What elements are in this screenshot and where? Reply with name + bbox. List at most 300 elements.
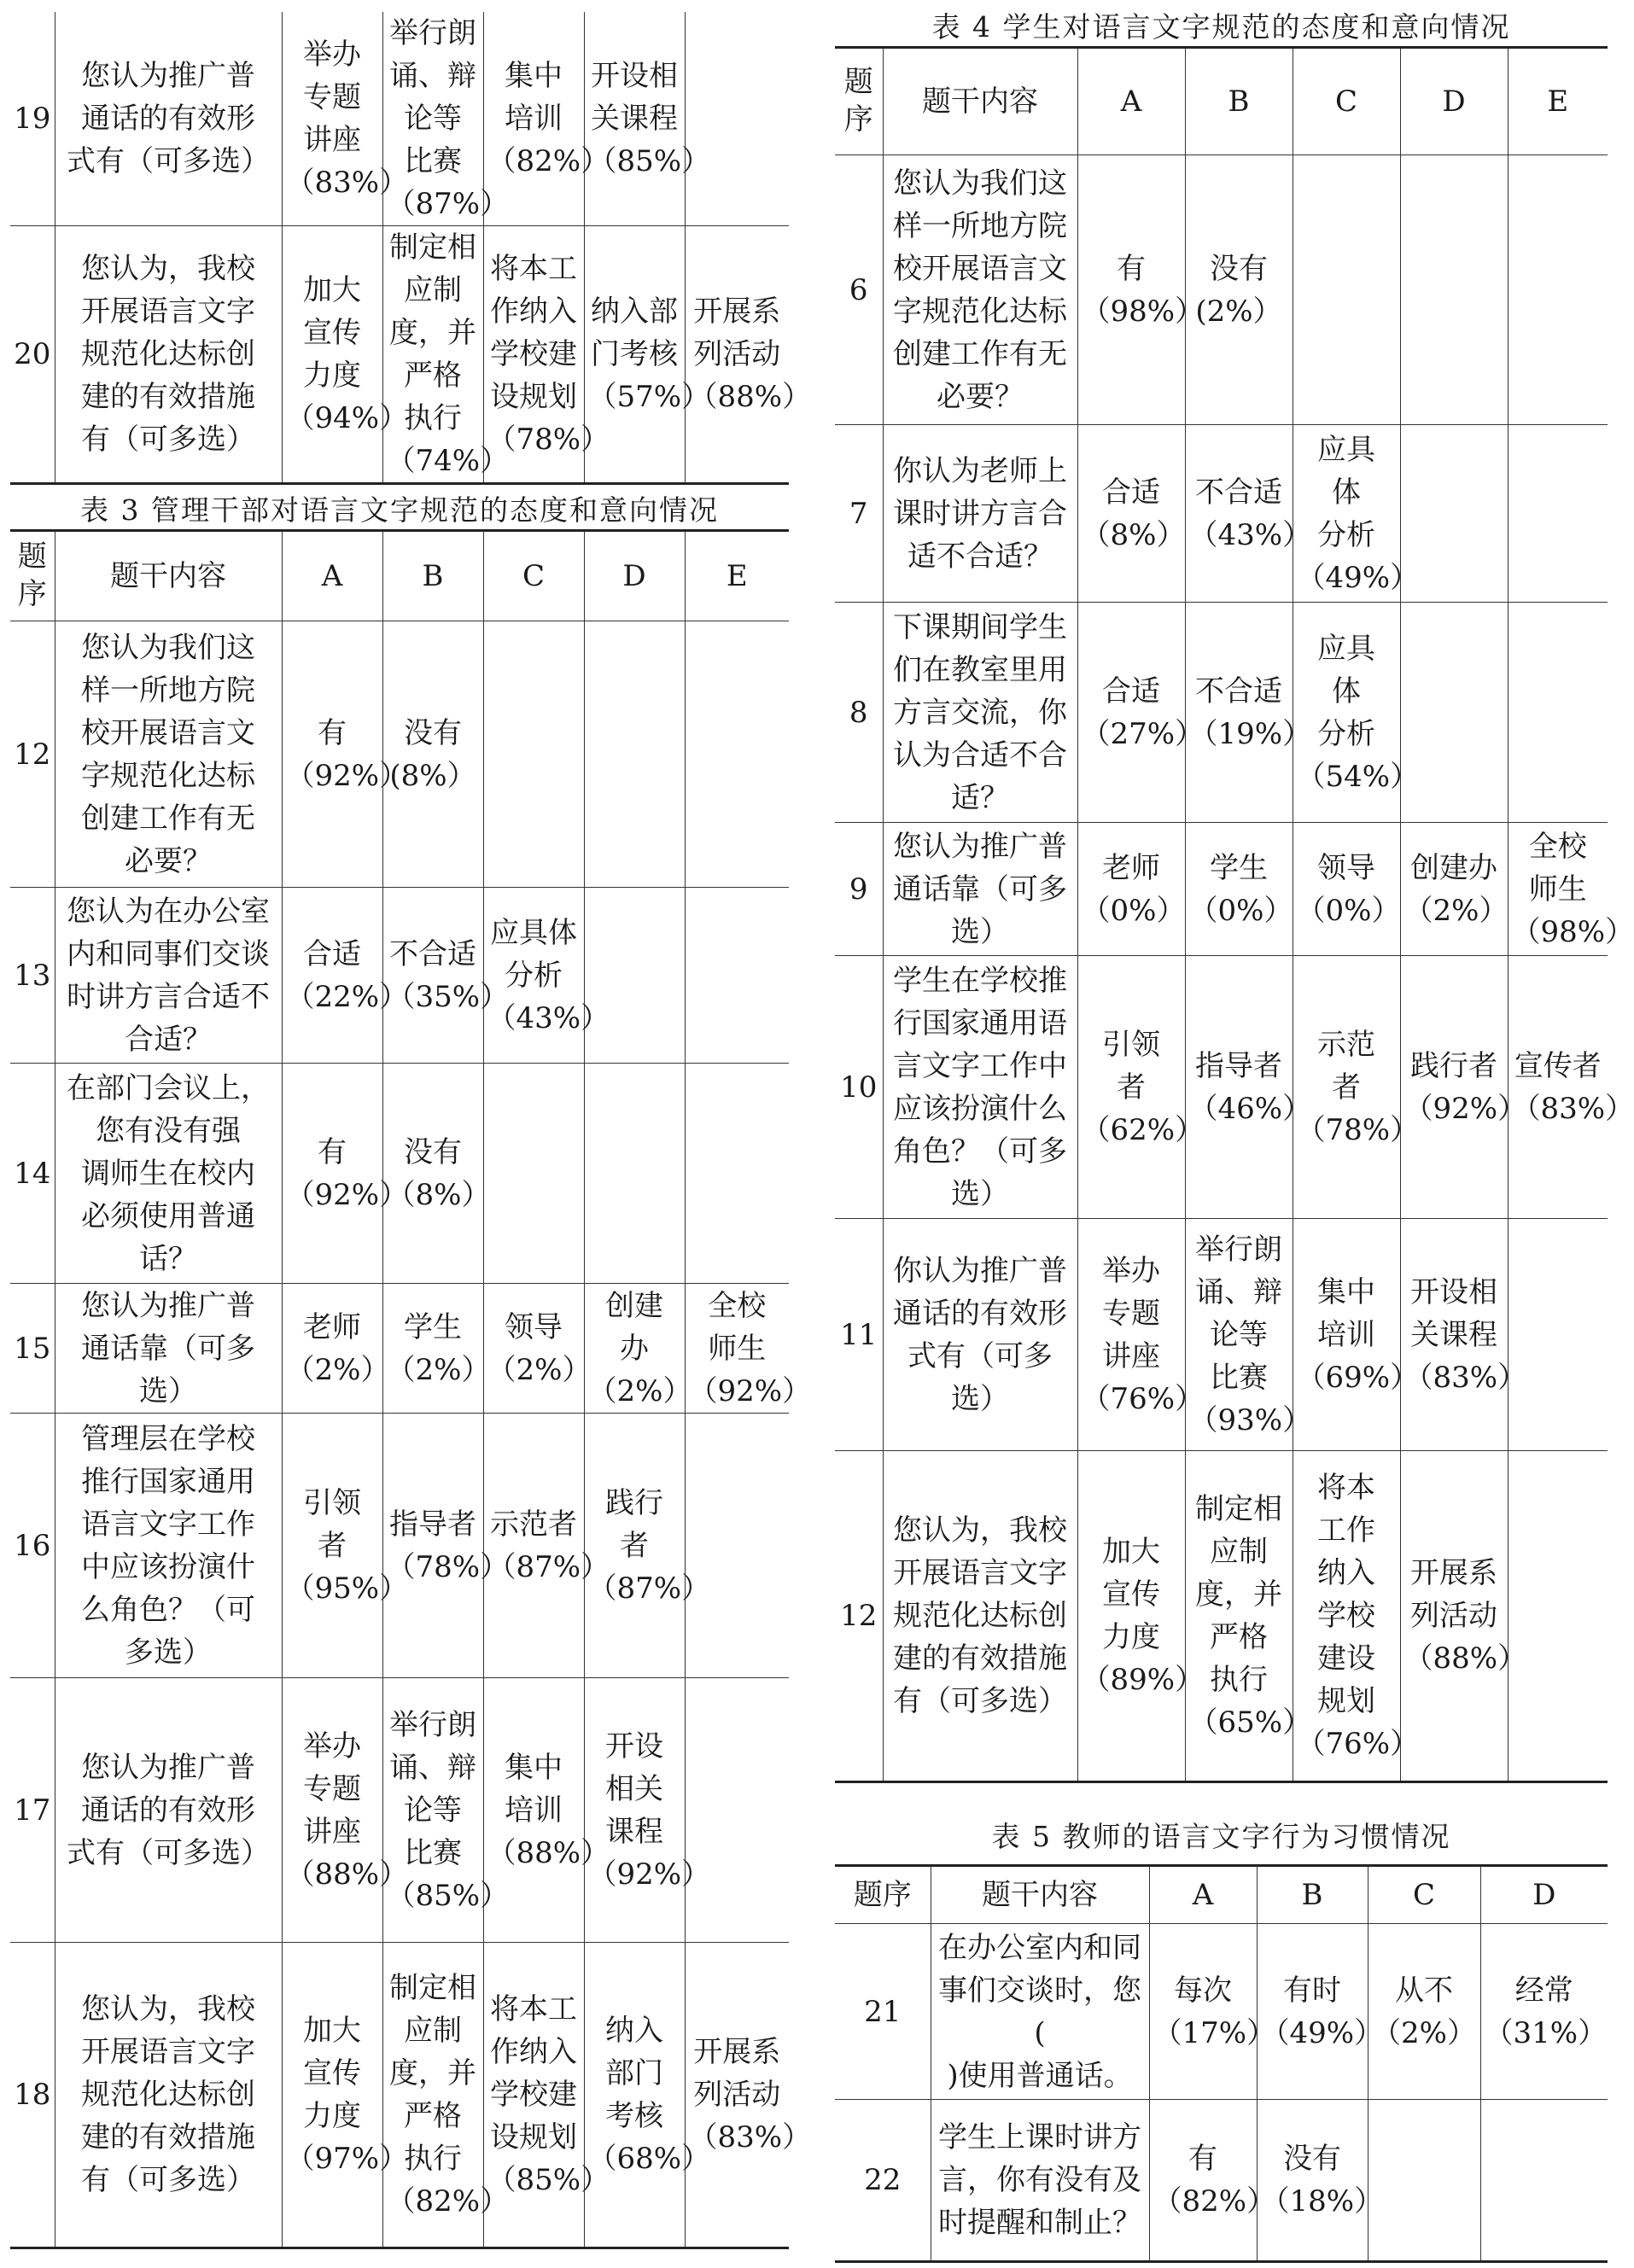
option-b xyxy=(382,1414,510,1678)
table5-header-c: C xyxy=(1368,1866,1480,1924)
option-d xyxy=(1480,1924,1608,2100)
option-b-line: 举行朗 xyxy=(389,16,476,50)
option-d-line: （92%） xyxy=(1403,1091,1527,1126)
option-a-line: （94%） xyxy=(285,401,409,435)
question-stem-line: 您有没有强 xyxy=(96,1113,241,1148)
option-b-line: 度，并 xyxy=(1195,1577,1282,1612)
option-a-line: （82%） xyxy=(1153,2184,1276,2218)
option-b-line: （19%） xyxy=(1188,716,1312,751)
option-b-line: （46%） xyxy=(1188,1091,1312,1126)
row-number: 12 xyxy=(840,1599,878,1633)
option-d-line: 纳入 xyxy=(605,2014,663,2048)
option-a-line: 力度 xyxy=(303,359,361,393)
option-a-line: （27%） xyxy=(1081,716,1205,751)
table3-header-b: B xyxy=(382,531,483,621)
option-e-line: 师生 xyxy=(1528,872,1587,907)
question-stem-line: 行国家通用语 xyxy=(893,1006,1067,1041)
option-a xyxy=(1077,823,1185,956)
option-d-line: 践行者 xyxy=(1410,1048,1497,1083)
question-stem-line: 多选） xyxy=(125,1635,212,1670)
table-row xyxy=(835,2100,1608,2262)
option-d xyxy=(584,1284,692,1414)
option-a xyxy=(1077,155,1205,425)
question-stem-line: 在部门会议上， xyxy=(67,1070,270,1105)
question-stem-line: 选） xyxy=(951,1176,1009,1211)
option-c xyxy=(483,226,610,484)
question-stem xyxy=(883,1219,1077,1451)
option-a-line: 有 xyxy=(318,715,347,750)
option-b-line: 严格 xyxy=(404,2099,462,2133)
option-c-line: 体 xyxy=(1332,673,1361,708)
option-b-line: 指导者 xyxy=(389,1507,476,1542)
table3-header-stem: 题干内容 xyxy=(55,531,282,621)
table-continued-teachers xyxy=(10,12,812,485)
question-stem-line: )使用普通话。 xyxy=(947,2058,1133,2093)
question-stem-line: 你认为推广普 xyxy=(893,1253,1067,1288)
option-c-line: （0%） xyxy=(1296,893,1401,928)
table3-header-d: D xyxy=(584,531,685,621)
question-stem-line: 么角色？（可 xyxy=(81,1592,255,1627)
option-c-line: 规划 xyxy=(1317,1684,1375,1718)
question-stem-line: 时提醒和制止？ xyxy=(938,2206,1141,2240)
option-a-line: 讲座 xyxy=(303,123,361,157)
table3-header-a: A xyxy=(282,531,382,621)
question-stem-line: 创建工作有无 xyxy=(81,801,255,836)
option-c-line: 将本工 xyxy=(490,252,577,286)
question-stem-line: 您认为推广普 xyxy=(81,59,255,93)
question-stem-line: 管理层在学校 xyxy=(81,1421,255,1456)
question-stem-line: 应该扮演什么 xyxy=(893,1091,1067,1126)
option-c-line: 作纳入 xyxy=(490,2035,577,2069)
option-b-line: 学生 xyxy=(1210,850,1268,885)
option-d-line: 创建 xyxy=(605,1288,663,1323)
option-b xyxy=(1257,1924,1384,2100)
option-e xyxy=(1508,823,1634,956)
question-stem-line: 您认为推广普 xyxy=(893,829,1067,864)
option-b-line: 不合适 xyxy=(389,936,476,971)
row-number: 16 xyxy=(14,1528,51,1563)
option-e xyxy=(1508,603,1608,823)
option-c-line: 培训 xyxy=(1317,1317,1375,1352)
option-c-line: （49%） xyxy=(1296,560,1420,595)
row-number: 9 xyxy=(849,872,868,907)
question-stem-line: 开展语言文字 xyxy=(81,294,255,329)
option-c xyxy=(1293,823,1400,956)
table3-header-e: E xyxy=(685,531,789,621)
option-a xyxy=(1149,1924,1276,2100)
option-c xyxy=(1293,425,1420,603)
option-d xyxy=(584,1678,711,1943)
option-a-line: 力度 xyxy=(303,2099,361,2133)
option-c xyxy=(483,621,584,888)
option-e xyxy=(1508,1219,1608,1451)
option-e xyxy=(685,12,789,226)
option-a-line: （95%） xyxy=(285,1571,409,1606)
table-row xyxy=(10,226,789,484)
option-d xyxy=(584,1414,711,1678)
question-stem-line: 内和同事们交谈 xyxy=(67,936,270,971)
question-stem-line: 通话的有效形 xyxy=(81,1793,255,1828)
option-e xyxy=(685,621,789,888)
option-b-line: 应制 xyxy=(404,2014,462,2048)
option-c-line: 设规划 xyxy=(490,380,577,414)
option-b-line: （65%） xyxy=(1188,1705,1312,1740)
option-d-line: （87%） xyxy=(587,1571,711,1606)
table5-teacher-habits xyxy=(835,1864,1608,2263)
option-c-line: （2%） xyxy=(1372,2015,1476,2050)
option-a-line: 举办 xyxy=(1102,1253,1160,1288)
option-e-line: 列活动 xyxy=(693,2078,781,2112)
question-stem-line: 必要？ xyxy=(125,843,212,878)
option-b xyxy=(1257,2100,1384,2262)
option-e xyxy=(685,1943,812,2248)
option-c-line: （78%） xyxy=(487,423,610,457)
option-b xyxy=(382,1678,510,1943)
option-d xyxy=(1400,823,1508,956)
question-stem-line: 字规范化达标 xyxy=(81,758,255,793)
table-row xyxy=(10,1064,789,1284)
option-b-line: 没有 xyxy=(1210,251,1268,286)
option-c-line: 将本工 xyxy=(490,1992,577,2026)
option-c-line: 分析 xyxy=(1317,517,1375,552)
table3-admin-attitudes xyxy=(10,529,812,2249)
table5-caption: 表 5 教师的语言文字行为习惯情况 xyxy=(991,1820,1451,1853)
question-stem-line: 建的有效措施 xyxy=(81,380,255,414)
question-stem-line: 合适？ xyxy=(125,1022,212,1057)
option-c-line: 集中 xyxy=(505,59,563,93)
table4-header-d: D xyxy=(1400,48,1508,155)
question-stem-line: 选） xyxy=(951,914,1009,949)
row-number: 7 xyxy=(849,496,868,531)
option-c xyxy=(1293,956,1420,1219)
option-d-line: 开设 xyxy=(605,1729,663,1764)
option-a-line: 者 xyxy=(1117,1070,1146,1105)
question-stem xyxy=(883,823,1077,956)
question-stem-line: 您认为，我校 xyxy=(81,1992,255,2026)
question-stem-line: 建的有效措施 xyxy=(81,2120,255,2154)
question-stem xyxy=(883,956,1077,1219)
option-a xyxy=(282,888,409,1064)
question-stem xyxy=(55,12,282,226)
table-row xyxy=(835,155,1608,425)
option-b-line: 度，并 xyxy=(389,2056,476,2090)
table4-header-e: E xyxy=(1508,48,1608,155)
option-c-line: 集中 xyxy=(1317,1274,1375,1309)
table-row xyxy=(10,1943,789,2248)
option-e-line: （83%） xyxy=(1511,1091,1634,1126)
option-c-line: （82%） xyxy=(487,144,610,178)
table5-header-no: 题序 xyxy=(853,1878,912,1912)
question-stem-line: 您认为，我校 xyxy=(81,252,255,286)
question-stem xyxy=(55,621,282,888)
option-a-line: （17%） xyxy=(1153,2015,1276,2050)
option-b-line: （49%） xyxy=(1260,2015,1384,2050)
question-stem xyxy=(931,1924,1149,2100)
option-d-line: （2%） xyxy=(1403,893,1509,928)
option-b-line: 比赛 xyxy=(404,1835,462,1870)
option-e-line: 开展系 xyxy=(693,294,781,329)
option-a xyxy=(1077,603,1205,823)
option-c-line: 领导 xyxy=(1317,850,1375,885)
option-b-line: 指导者 xyxy=(1195,1048,1282,1083)
question-stem-line: 必须使用普通 xyxy=(81,1198,255,1233)
option-d-line: 办 xyxy=(620,1331,649,1366)
option-c-line: （54%） xyxy=(1296,759,1420,794)
question-stem-line: 有（可多选） xyxy=(81,423,255,457)
option-a xyxy=(282,1064,409,1284)
option-a-line: 加大 xyxy=(1102,1535,1160,1569)
option-a-line: 者 xyxy=(318,1528,347,1563)
option-c-line: 学校建 xyxy=(490,337,577,371)
option-a-line: （98%） xyxy=(1081,294,1205,329)
option-c-line: （69%） xyxy=(1296,1360,1420,1395)
question-stem-line: 建的有效措施 xyxy=(893,1641,1067,1676)
question-stem xyxy=(883,425,1077,603)
option-c-line: 作纳入 xyxy=(490,294,577,329)
question-stem-line: 事们交谈时，您( xyxy=(938,1973,1141,2050)
option-e xyxy=(685,1284,812,1414)
question-stem xyxy=(55,226,282,484)
table-row xyxy=(10,888,789,1064)
option-a-line: 每次 xyxy=(1174,1973,1232,2008)
option-c xyxy=(483,1284,592,1414)
option-b-line: 执行 xyxy=(404,401,462,435)
row-number: 15 xyxy=(14,1331,51,1366)
row-number: 12 xyxy=(14,737,51,772)
option-d-line: 创建办 xyxy=(1410,850,1497,885)
option-d-line: 经常 xyxy=(1514,1973,1573,2008)
table5-header-stem: 题干内容 xyxy=(931,1866,1149,1924)
option-c-line: 培训 xyxy=(505,1793,563,1828)
row-number: 19 xyxy=(14,102,51,136)
option-b-line: 制定相 xyxy=(1195,1492,1282,1526)
question-stem-line: 你认为老师上 xyxy=(893,453,1067,488)
option-c-line: （87%） xyxy=(487,1549,610,1584)
option-a xyxy=(282,1943,409,2248)
option-a-line: （97%） xyxy=(285,2142,409,2176)
option-b-line: （18%） xyxy=(1260,2184,1384,2218)
table-row xyxy=(10,1678,789,1943)
option-a-line: （8%） xyxy=(1081,517,1186,552)
option-b xyxy=(382,226,510,484)
question-stem-line: 有（可多选） xyxy=(893,1684,1067,1718)
question-stem-line: 必要？ xyxy=(937,379,1024,414)
table3-caption: 表 3 管理干部对语言文字规范的态度和意向情况 xyxy=(80,493,719,527)
option-b-line: 没有 xyxy=(1283,2142,1341,2176)
option-c-line: 纳入 xyxy=(1317,1556,1375,1590)
option-b-line: 论等 xyxy=(404,1793,462,1828)
option-d-line: （57%） xyxy=(587,380,711,414)
option-a-line: （62%） xyxy=(1081,1112,1205,1147)
option-a-line: 宣传 xyxy=(1102,1577,1160,1612)
question-stem-line: 有（可多选） xyxy=(81,2163,255,2197)
option-a-line: （92%） xyxy=(285,1177,409,1212)
option-b xyxy=(382,1943,510,2248)
option-d-line: （92%） xyxy=(587,1857,711,1892)
option-b xyxy=(382,1284,491,1414)
option-b-line: （82%） xyxy=(386,2184,510,2218)
option-c-line: 领导 xyxy=(505,1309,563,1344)
option-a-line: （92%） xyxy=(285,758,409,793)
option-e xyxy=(685,1414,789,1678)
question-stem-line: 样一所地方院 xyxy=(81,673,255,708)
option-d-line: 纳入部 xyxy=(591,294,678,329)
table5-header-row xyxy=(835,1866,1608,1924)
question-stem-line: 角色？（可多 xyxy=(893,1134,1067,1169)
row-number: 8 xyxy=(849,695,868,730)
option-b xyxy=(382,621,483,888)
question-stem xyxy=(55,1284,282,1414)
option-a-line: 有 xyxy=(318,1134,347,1169)
option-c-line: 集中 xyxy=(505,1750,563,1785)
row-number: 18 xyxy=(14,2078,51,2112)
question-stem-line: 言，你有没有及 xyxy=(938,2163,1141,2197)
option-d xyxy=(1480,2100,1608,2262)
option-d-line: 相关 xyxy=(605,1771,663,1806)
option-d-line: （68%） xyxy=(587,2142,711,2176)
option-b-line: 制定相 xyxy=(389,230,476,265)
option-a-line: （88%） xyxy=(285,1857,409,1892)
option-b-line: 比赛 xyxy=(1210,1360,1268,1395)
option-a-line: （0%） xyxy=(1081,893,1186,928)
option-a-line: 宣传 xyxy=(303,2056,361,2090)
question-stem-line: 学生上课时讲方 xyxy=(938,2120,1141,2154)
option-a xyxy=(282,1678,409,1943)
option-a xyxy=(1077,956,1205,1219)
question-stem-line: 课时讲方言合 xyxy=(893,496,1067,531)
option-a-line: 老师 xyxy=(303,1309,361,1344)
option-e xyxy=(685,1678,789,1943)
table-row xyxy=(835,823,1608,956)
option-d-line: （85%） xyxy=(587,144,711,178)
option-b-line: （78%） xyxy=(386,1549,510,1584)
option-a xyxy=(282,1414,409,1678)
question-stem-line: 式有（可多选） xyxy=(67,144,270,178)
option-d-line: 者 xyxy=(620,1528,649,1563)
table-row xyxy=(835,956,1608,1219)
option-a-line: （22%） xyxy=(285,979,409,1014)
option-b-line: （8%） xyxy=(386,1177,491,1212)
option-a xyxy=(282,226,409,484)
table-row xyxy=(835,603,1608,823)
option-b-line: 诵、辩 xyxy=(389,59,476,93)
option-a-line: 引领 xyxy=(303,1485,361,1520)
option-b xyxy=(1185,603,1312,823)
option-d-line: 开展系 xyxy=(1410,1556,1497,1590)
row-number: 10 xyxy=(840,1070,878,1105)
option-a-line: （2%） xyxy=(285,1352,390,1387)
option-b-line: 论等 xyxy=(1210,1317,1268,1352)
option-b xyxy=(1185,823,1293,956)
option-d-line: 关课程 xyxy=(591,102,678,136)
option-d-line: 关课程 xyxy=(1410,1317,1497,1352)
question-stem-line: 适不合适？ xyxy=(907,539,1053,574)
question-stem xyxy=(883,1451,1077,1782)
option-b-line: 没有 xyxy=(404,1134,462,1169)
option-c xyxy=(483,888,610,1064)
option-a xyxy=(1077,1219,1205,1451)
table-row xyxy=(10,1284,789,1414)
option-a-line: 讲座 xyxy=(303,1814,361,1849)
option-c xyxy=(1293,155,1400,425)
option-a-line: 合适 xyxy=(1102,673,1160,708)
table-row xyxy=(835,1451,1608,1782)
question-stem-line: 您认为推广普 xyxy=(81,1288,255,1323)
option-c-line: 从不 xyxy=(1395,1973,1453,2008)
table3-header-row xyxy=(10,531,789,621)
option-a-line: 引领 xyxy=(1102,1027,1160,1062)
question-stem-line: 话？ xyxy=(139,1241,197,1276)
option-c-line: 工作 xyxy=(1317,1513,1375,1548)
question-stem-line: 样一所地方院 xyxy=(893,208,1067,243)
option-c-line: 应具体 xyxy=(490,915,577,950)
table3-header-c: C xyxy=(483,531,584,621)
option-e-line: 全校 xyxy=(708,1288,767,1323)
option-a-line: 合适 xyxy=(1102,475,1160,510)
question-stem-line: 推行国家通用 xyxy=(81,1464,255,1499)
option-c-line: 分析 xyxy=(1317,716,1375,751)
question-stem-line: 式有（可多选） xyxy=(67,1835,270,1870)
option-c-line: 将本 xyxy=(1317,1471,1375,1505)
question-stem-line: 在办公室内和同 xyxy=(938,1930,1141,1965)
option-b-line: 执行 xyxy=(1210,1663,1268,1697)
question-stem-line: 您认为在办公室 xyxy=(67,894,270,929)
option-a xyxy=(1077,1451,1205,1782)
question-stem-line: 通话靠（可多 xyxy=(893,872,1067,907)
question-stem-line: 通话的有效形 xyxy=(893,1296,1067,1331)
option-e-line: 师生 xyxy=(708,1331,767,1366)
question-stem-line: 您认为，我校 xyxy=(893,1513,1067,1548)
option-c-line: （85%） xyxy=(487,2163,610,2197)
option-e xyxy=(685,888,789,1064)
option-b-line: 度，并 xyxy=(389,316,476,350)
option-a-line: 有 xyxy=(1117,251,1146,286)
option-b-line: （43%） xyxy=(1188,517,1312,552)
option-c-line: 学校 xyxy=(1317,1599,1375,1633)
option-b xyxy=(1185,1219,1312,1451)
option-e xyxy=(685,1064,789,1284)
option-d-line: 列活动 xyxy=(1410,1599,1497,1633)
table5-header-a: A xyxy=(1149,1866,1257,1924)
table4-header-a: A xyxy=(1077,48,1185,155)
question-stem-line: 开展语言文字 xyxy=(893,1556,1067,1590)
option-c xyxy=(1368,2100,1480,2262)
question-stem-line: 通话的有效形 xyxy=(81,102,255,136)
option-b-line: 举行朗 xyxy=(1195,1232,1282,1267)
question-stem-line: 时讲方言合适不 xyxy=(67,979,270,1014)
option-e xyxy=(685,226,812,484)
option-d-line: 门考核 xyxy=(591,337,678,371)
option-d-line: （31%） xyxy=(1484,2015,1608,2050)
option-c-line: 建设 xyxy=(1317,1641,1375,1676)
option-c-line: （2%） xyxy=(487,1352,592,1387)
question-stem-line: 通话靠（可多 xyxy=(81,1331,255,1366)
option-e-line: 列活动 xyxy=(693,337,781,371)
option-a-line: 讲座 xyxy=(1102,1338,1160,1373)
option-b-line: （85%） xyxy=(386,1878,510,1913)
option-b-line: 诵、辩 xyxy=(1195,1274,1282,1309)
option-b-line: （74%） xyxy=(386,444,510,478)
option-b-line: 不合适 xyxy=(1195,475,1282,510)
row-number: 13 xyxy=(14,958,51,993)
option-b-line: 执行 xyxy=(404,2142,462,2176)
option-d-line: 部门 xyxy=(605,2056,663,2090)
row-number: 17 xyxy=(14,1793,51,1828)
option-b-line: 应制 xyxy=(1210,1535,1268,1569)
table4-header-c: C xyxy=(1293,48,1400,155)
question-stem-line: 下课期间学生 xyxy=(893,609,1067,644)
option-b xyxy=(1185,956,1312,1219)
